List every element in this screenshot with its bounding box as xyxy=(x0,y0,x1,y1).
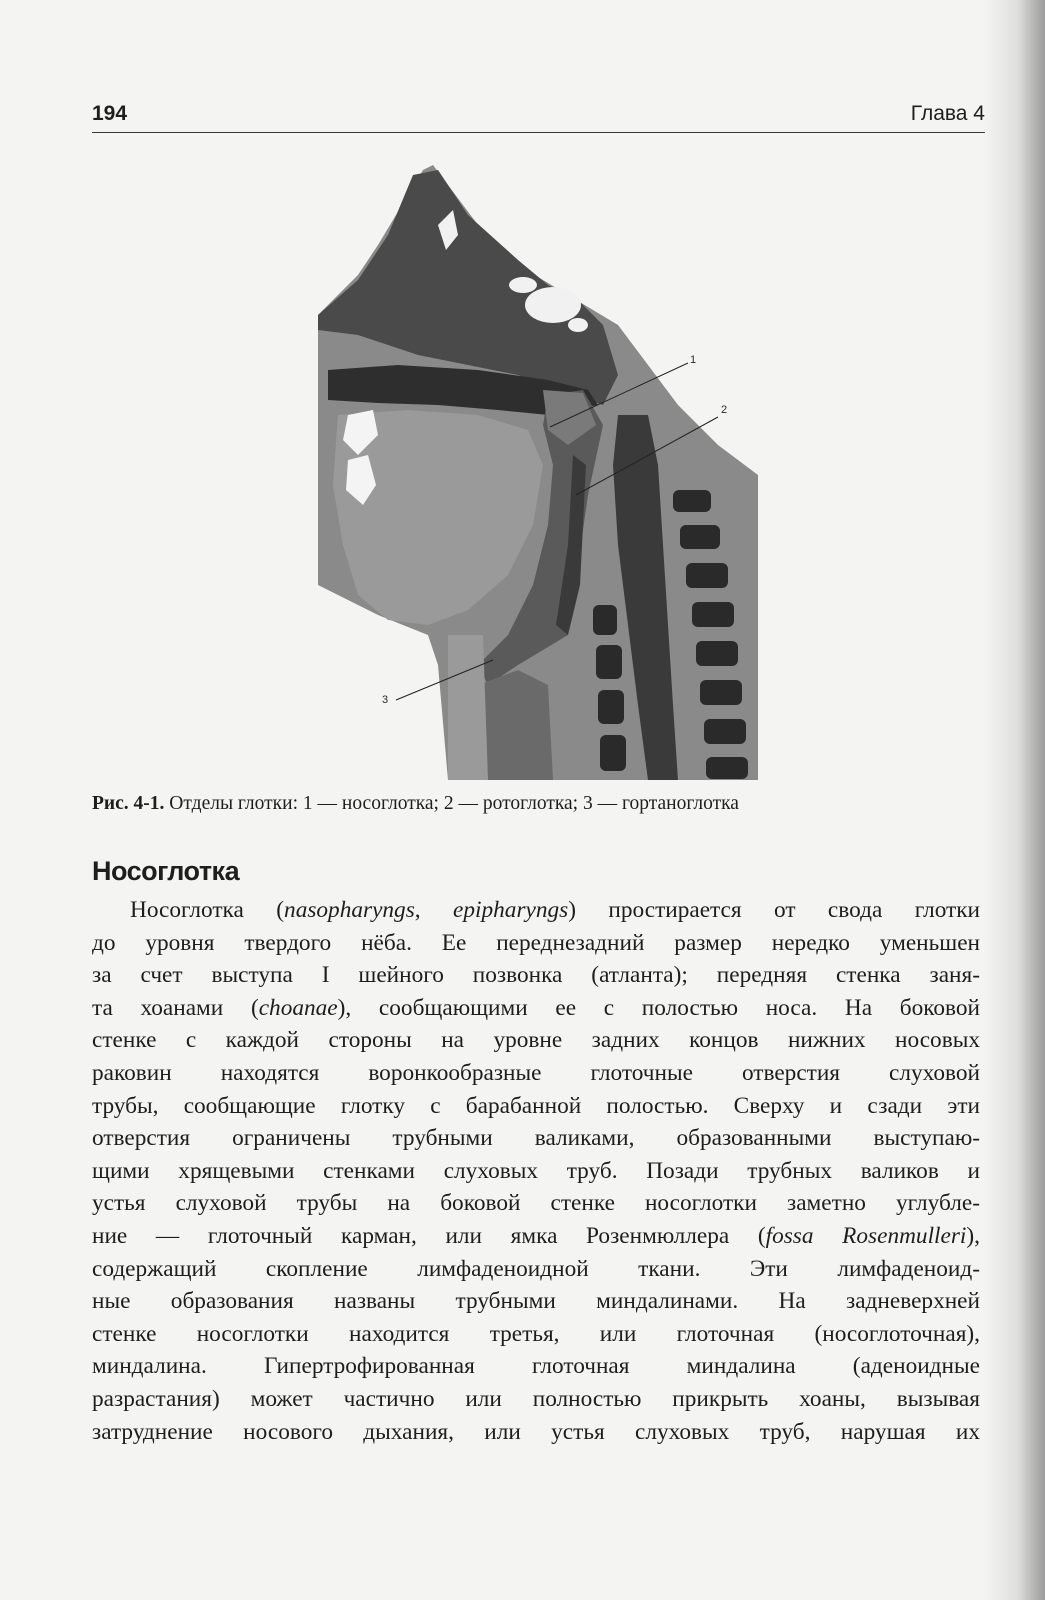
page-number: 194 xyxy=(92,102,128,125)
body-paragraph xyxy=(92,894,980,1448)
text-line: раковин находятся воронкообразные глоточные отверстия слуховой xyxy=(92,1059,980,1086)
figure-caption xyxy=(92,793,992,815)
text-line: ние — глоточный карман, или ямка Розенмюллера (fossa Rosenmulleri), xyxy=(92,1222,980,1249)
text-line: щими хрящевыми стенками слуховых труб. Позади трубных валиков и xyxy=(92,1157,980,1184)
caption-prefix: Рис. 4-1. xyxy=(92,793,165,814)
page-edge-shadow xyxy=(985,0,1045,1600)
text-line: ные образования названы трубными миндалинами. На задневерхней xyxy=(92,1288,980,1315)
text-line: стенке с каждой стороны на уровне задних концов нижних носовых xyxy=(92,1027,980,1054)
text-line: разрастания) может частично или полностью прикрыть хоаны, вызывая xyxy=(92,1385,980,1412)
chapter-title: Глава 4 xyxy=(910,102,985,125)
figure-label-1: 1 xyxy=(690,354,697,366)
text-line: Носоглотка (nasopharyngs, epipharyngs) простирается от свода глотки xyxy=(130,897,981,923)
anatomical-illustration xyxy=(318,165,758,780)
section-heading: Носоглотка xyxy=(92,856,240,886)
text-line: отверстия ограничены трубными валиками, образованными выступаю- xyxy=(92,1125,980,1152)
text-line: содержащий скопление лимфаденоидной ткани. Эти лимфаденоид- xyxy=(92,1255,980,1282)
text-line: затруднение носового дыхания, или устья слуховых труб, нарушая их xyxy=(92,1418,980,1445)
text-line: та хоанами (choanae), сообщающими ее с полостью носа. На боковой xyxy=(92,994,980,1021)
caption-text: Отделы глотки: 1 — носоглотка; 2 — ротоглотка; 3 — гортаноглотка xyxy=(164,793,739,814)
figure-label-2: 2 xyxy=(721,404,728,416)
text-line: миндалина. Гипертрофированная глоточная миндалина (аденоидные xyxy=(92,1353,980,1380)
text-line: стенке носоглотки находится третья, или глоточная (носоглоточная), xyxy=(92,1320,980,1347)
text-line: до уровня твердого нёба. Ее переднезадний размер нередко уменьшен xyxy=(92,929,980,956)
text-line: за счет выступа I шейного позвонка (атланта); передняя стенка заня- xyxy=(92,962,980,989)
figure-label-3: 3 xyxy=(382,694,389,706)
figure-pharynx-sagittal-section xyxy=(318,165,758,780)
text-line: трубы, сообщающие глотку с барабанной полостью. Сверху и сзади эти xyxy=(92,1092,980,1119)
running-header xyxy=(92,102,985,133)
text-line: устья слуховой трубы на боковой стенке носоглотки заметно углубле- xyxy=(92,1190,980,1217)
